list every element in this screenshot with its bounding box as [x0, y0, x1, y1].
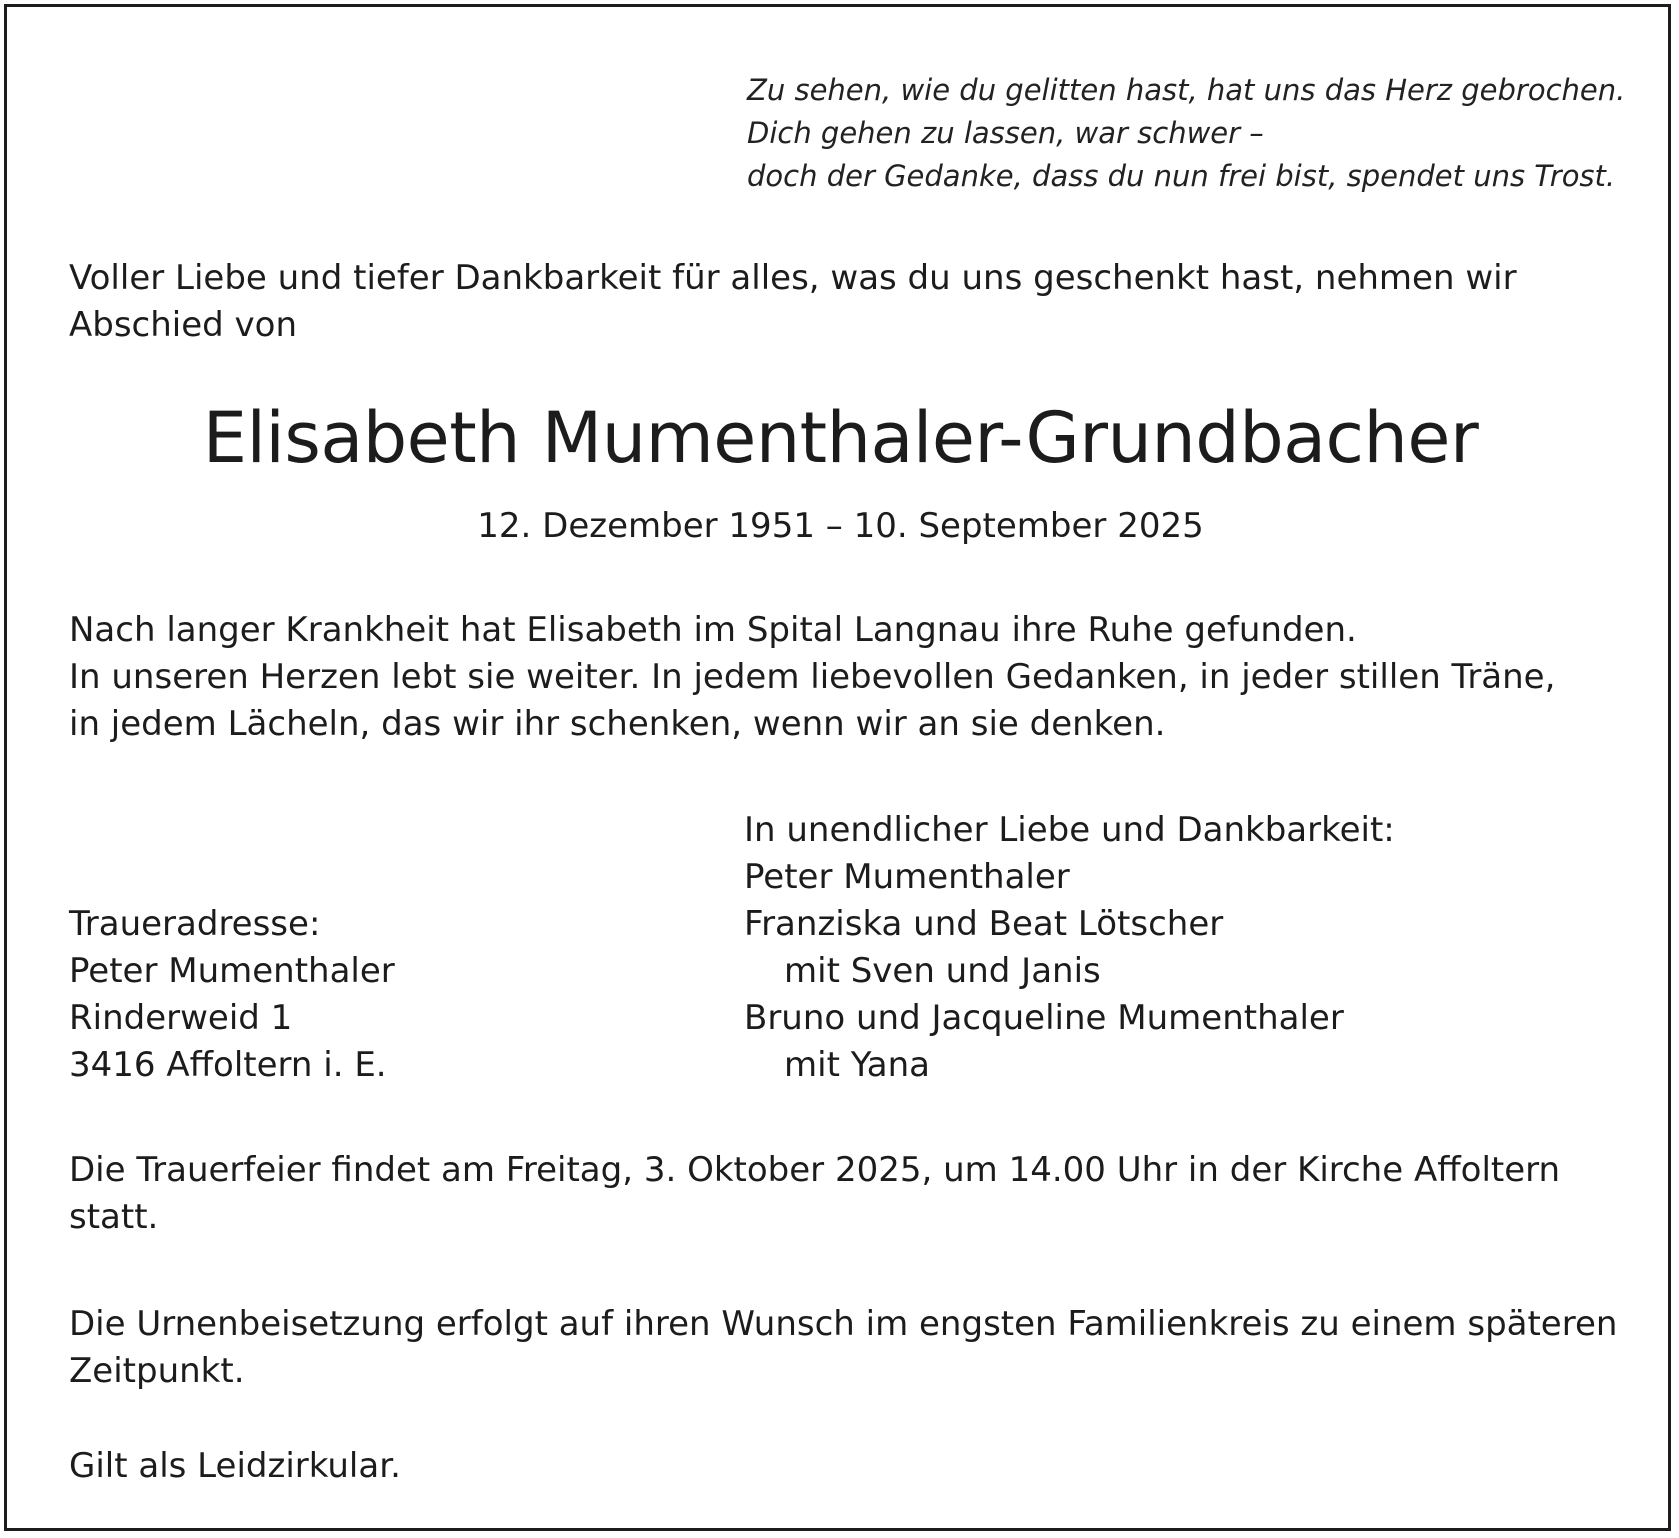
circular-note: Gilt als Leidzirkular. [69, 1446, 401, 1486]
poem-block [747, 69, 1625, 198]
message-text [69, 607, 1555, 748]
ceremony-line: Die Trauerfeier findet am Freitag, 3. Oktober 2025, um 14.00 Uhr in der Kirche Affoltern [69, 1150, 1561, 1190]
burial-text [69, 1301, 1617, 1395]
intro-line: Voller Liebe und tiefer Dankbarkeit für alles, was du uns geschenkt hast, nehmen wir [69, 258, 1517, 298]
address-street: Rinderweid 1 [69, 998, 293, 1038]
mourner-entry: Franziska und Beat Lötscher [744, 904, 1224, 944]
address-label: Traueradresse: [69, 904, 321, 944]
obituary-frame [4, 4, 1671, 1531]
poem-line: Zu sehen, wie du gelitten hast, hat uns das Herz gebrochen. [747, 73, 1626, 107]
mourning-address [69, 901, 395, 1089]
ceremony-text [69, 1147, 1560, 1241]
mourner-entry: Peter Mumenthaler [744, 857, 1070, 897]
ceremony-line: statt. [69, 1197, 159, 1237]
message-line: In unseren Herzen lebt sie weiter. In jedem liebevollen Gedanken, in jeder stillen Träne, [69, 657, 1556, 697]
burial-line: Zeitpunkt. [69, 1351, 245, 1391]
mourners-list [744, 807, 1395, 1089]
life-dates: 12. Dezember 1951 – 10. September 2025 [477, 506, 1204, 546]
message-line: in jedem Lächeln, das wir ihr schenken, wenn wir an sie denken. [69, 704, 1166, 744]
poem-line: doch der Gedanke, dass du nun frei bist, spendet uns Trost. [747, 159, 1616, 193]
deceased-name: Elisabeth Mumenthaler-Grundbacher [202, 397, 1479, 479]
intro-line: Abschied von [69, 305, 298, 345]
mourners-heading: In unendlicher Liebe und Dankbarkeit: [744, 810, 1395, 850]
mourner-entry: mit Yana [784, 1045, 931, 1085]
intro-text [69, 255, 1517, 349]
message-line: Nach langer Krankheit hat Elisabeth im Spital Langnau ihre Ruhe gefunden. [69, 610, 1357, 650]
mourner-entry: mit Sven und Janis [784, 951, 1101, 991]
mourner-entry: Bruno und Jacqueline Mumenthaler [744, 998, 1344, 1038]
address-city: 3416 Affoltern i. E. [69, 1045, 387, 1085]
address-name: Peter Mumenthaler [69, 951, 395, 991]
poem-line: Dich gehen zu lassen, war schwer – [747, 116, 1264, 150]
burial-line: Die Urnenbeisetzung erfolgt auf ihren Wunsch im engsten Familienkreis zu einem späteren [69, 1304, 1618, 1344]
